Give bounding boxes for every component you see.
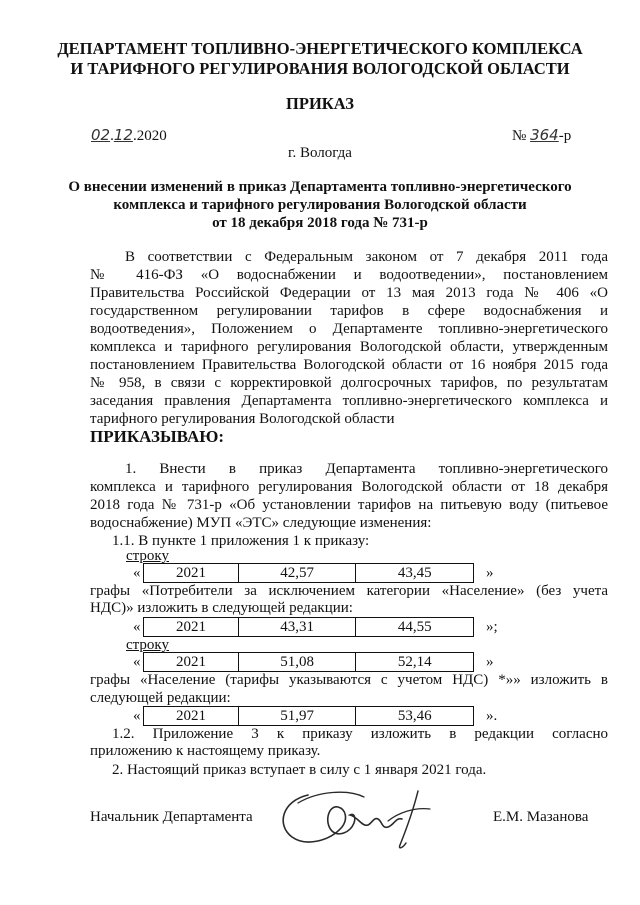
item-1-2-line: приложению к настоящему приказу. — [90, 743, 321, 759]
row-word: строку — [126, 548, 169, 564]
item1-line: водоснабжение) МУП «ЭТС» следующие изменения: — [90, 515, 432, 531]
city: г. Вологда — [288, 145, 352, 161]
tariff-value-cell: 53,46 — [356, 707, 474, 726]
document-number — [512, 126, 571, 145]
year-cell: 2021 — [144, 707, 239, 726]
signatory-name: Е.М. Мазанова — [493, 809, 589, 825]
preamble-line: тарифного регулирования Вологодской области — [90, 411, 395, 427]
tariff-value-cell: 44,55 — [356, 618, 474, 637]
preamble-line: № 416-ФЗ «О водоснабжении и водоотведении», постановлением — [90, 267, 608, 283]
preamble-line: В соответствии с Федеральным законом от 7 декабря 2011 года — [125, 249, 608, 265]
handwritten-signature — [268, 783, 448, 853]
preamble-line: водоотведения», Положением о Департаменте топливно-энергетического — [90, 321, 608, 337]
tariff-value-cell: 51,08 — [238, 653, 356, 672]
quote-close: ». — [486, 708, 498, 724]
item-2: 2. Настоящий приказ вступает в силу с 1 января 2021 года. — [112, 762, 487, 778]
item-1-2-line: 1.2. Приложение 3 к приказу изложить в редакции согласно — [112, 726, 608, 742]
tariff-row-old-1 — [143, 563, 474, 583]
tariff-row-new-2 — [143, 706, 474, 726]
order-word: ПРИКАЗЫВАЮ: — [90, 427, 225, 446]
quote-open: « — [133, 565, 141, 581]
number-value: 364 — [530, 126, 559, 144]
grafa2-line: графы «Население (тарифы указываются с учетом НДС) *»» изложить в — [90, 672, 608, 688]
grafa1-line: НДС)» изложить в следующей редакции: — [90, 600, 353, 616]
item-1-1: 1.1. В пункте 1 приложения 1 к приказу: — [112, 533, 370, 549]
grafa2-line: следующей редакции: — [90, 690, 231, 706]
quote-close: » — [486, 654, 494, 670]
subject-line3: от 18 декабря 2018 года № 731-р — [212, 215, 428, 231]
document-type: ПРИКАЗ — [286, 94, 354, 113]
year-cell: 2021 — [144, 618, 239, 637]
date-year: .2020 — [132, 128, 167, 144]
year-cell: 2021 — [144, 653, 239, 672]
subject-line1: О внесении изменений в приказ Департамента топливно-энергетического — [68, 179, 572, 195]
signatory-position: Начальник Департамента — [90, 809, 253, 825]
subject-line2: комплекса и тарифного регулирования Вологодской области — [113, 197, 527, 213]
tariff-value-cell: 43,31 — [238, 618, 356, 637]
item1-line: комплекса и тарифного регулирования Вологодской области от 18 декабря — [90, 479, 608, 495]
tariff-value-cell: 51,97 — [238, 707, 356, 726]
tariff-value-cell: 43,45 — [356, 564, 474, 583]
number-prefix: № — [512, 128, 527, 144]
tariff-value-cell: 42,57 — [238, 564, 356, 583]
preamble-line: Правительства Российской Федерации от 13 мая 2013 года № 406 «О — [90, 285, 608, 301]
quote-open: « — [133, 708, 141, 724]
quote-close: »; — [486, 619, 498, 635]
quote-open: « — [133, 654, 141, 670]
grafa1-line: графы «Потребители за исключением категории «Население» (без учета — [90, 583, 608, 599]
tariff-row-new-1 — [143, 617, 474, 637]
preamble-line: комплекса и тарифного регулирования Вологодской области, утвержденным — [90, 339, 608, 355]
tariff-row-old-2 — [143, 652, 474, 672]
quote-close: » — [486, 565, 494, 581]
preamble-line: постановлением Правительства Вологодской области от 16 ноября 2015 года — [90, 357, 608, 373]
preamble-line: заседания правления Департамента топливно-энергетического комплекса и — [90, 393, 608, 409]
organization-name-line2: И ТАРИФНОГО РЕГУЛИРОВАНИЯ ВОЛОГОДСКОЙ ОБЛАСТИ — [70, 59, 570, 78]
year-cell: 2021 — [144, 564, 239, 583]
preamble-line: государственном регулировании тарифов в сфере водоснабжения и — [90, 303, 608, 319]
preamble-line: № 958, в связи с корректировкой долгосрочных тарифов, по результатам — [90, 375, 608, 391]
item1-line: 1. Внести в приказ Департамента топливно-энергетического — [125, 461, 608, 477]
organization-name-line1: ДЕПАРТАМЕНТ ТОПЛИВНО-ЭНЕРГЕТИЧЕСКОГО КОМПЛЕКСА — [57, 39, 583, 58]
document-date: 02.12.2020 — [91, 126, 167, 144]
item1-line: 2018 года № 731-р «Об установлении тарифов на питьевую воду (питьевое — [90, 497, 608, 513]
date-day: 02 — [91, 126, 111, 144]
row-word: строку — [126, 637, 169, 653]
number-suffix: -р — [558, 128, 572, 144]
quote-open: « — [133, 619, 141, 635]
date-month: 12 — [113, 126, 133, 144]
tariff-value-cell: 52,14 — [356, 653, 474, 672]
